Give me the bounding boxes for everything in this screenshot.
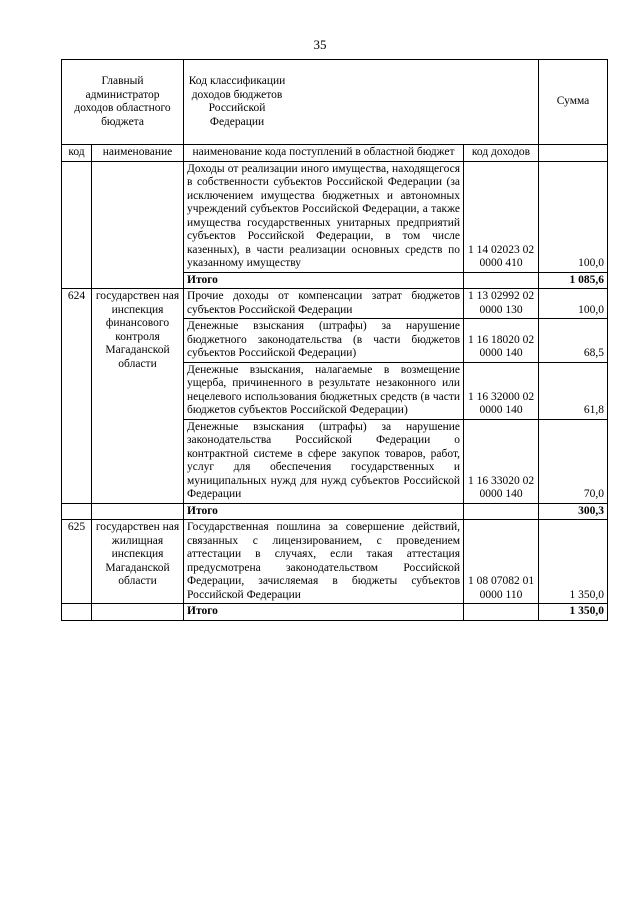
admin-name: государствен ная жилищная инспекция Магаданской области	[92, 520, 184, 604]
header-amount-empty	[539, 145, 608, 162]
total-amount: 1 350,0	[539, 604, 608, 621]
header-main-admin: Главный администратор доходов областного бюджета	[62, 60, 184, 145]
header-row-bottom	[62, 145, 608, 162]
total-row	[62, 604, 608, 621]
total-label: Итого	[184, 272, 464, 289]
header-income-code-name: наименование кода поступлений в областной бюджет	[184, 145, 464, 162]
total-row	[62, 272, 608, 289]
header-code: код	[62, 145, 92, 162]
header-code-classification: Код классификации доходов бюджетов Российской Федерации	[184, 60, 539, 145]
header-name: наименование	[92, 145, 184, 162]
total-row	[62, 503, 608, 520]
table-row	[62, 520, 608, 604]
row-amount: 100,0	[539, 289, 608, 319]
page-number: 35	[313, 37, 327, 52]
header-row-top	[62, 60, 608, 145]
header-sum: Сумма	[539, 60, 608, 145]
row-income-code: 1 16 32000 02 0000 140	[464, 362, 539, 419]
total-label: Итого	[184, 604, 464, 621]
row-description: Денежные взыскания (штрафы) за нарушение бюджетного законодательства (в части бюджетов субъектов Российской Федерации)	[184, 319, 464, 363]
row-amount: 70,0	[539, 419, 608, 503]
row-amount: 1 350,0	[539, 520, 608, 604]
table-row	[62, 161, 608, 272]
table-row	[62, 289, 608, 319]
row-income-code: 1 16 33020 02 0000 140	[464, 419, 539, 503]
total-label: Итого	[184, 503, 464, 520]
row-income-code: 1 13 02992 02 0000 130	[464, 289, 539, 319]
income-administrators-table	[61, 59, 608, 621]
row-income-code: 1 08 07082 01 0000 110	[464, 520, 539, 604]
total-amount: 1 085,6	[539, 272, 608, 289]
row-description: Государственная пошлина за совершение действий, связанных с лицензированием, с проведением аттестации в случаях, если такая аттестация предусмотрена законодательством Российской Федерации, зачисляемая в бюджеты субъектов Российской Федерации	[184, 520, 464, 604]
row-description: Денежные взыскания, налагаемые в возмещение ущерба, причиненного в результате незаконного или нецелевого использования бюджетных средств (в части бюджетов субъектов Российской Федерации)	[184, 362, 464, 419]
admin-code: 625	[62, 520, 92, 604]
admin-name: государствен ная инспекция финансового контроля Магаданской области	[92, 289, 184, 504]
total-amount: 300,3	[539, 503, 608, 520]
row-description: Денежные взыскания (штрафы) за нарушение законодательства Российской Федерации о контрактной системе в сфере закупок товаров, работ, услуг для обеспечения государственных и муниципальных нужд для нужд субъектов Российской Федерации	[184, 419, 464, 503]
row-amount: 61,8	[539, 362, 608, 419]
row-amount: 68,5	[539, 319, 608, 363]
row-description: Прочие доходы от компенсации затрат бюджетов субъектов Российской Федерации	[184, 289, 464, 319]
row-income-code: 1 16 18020 02 0000 140	[464, 319, 539, 363]
header-income-code: код доходов	[464, 145, 539, 162]
row-income-code: 1 14 02023 02 0000 410	[464, 161, 539, 272]
admin-code: 624	[62, 289, 92, 504]
row-amount: 100,0	[539, 161, 608, 272]
row-description: Доходы от реализации иного имущества, находящегося в собственности субъектов Российской Федерации (за исключением имущества бюджетных и автономных учреждений субъектов Российской Федерации, а также имущества государственных унитарных предприятий субъектов Российской Федерации, в том числе казенных), в части реализации основных средств по указанному имуществу	[184, 161, 464, 272]
